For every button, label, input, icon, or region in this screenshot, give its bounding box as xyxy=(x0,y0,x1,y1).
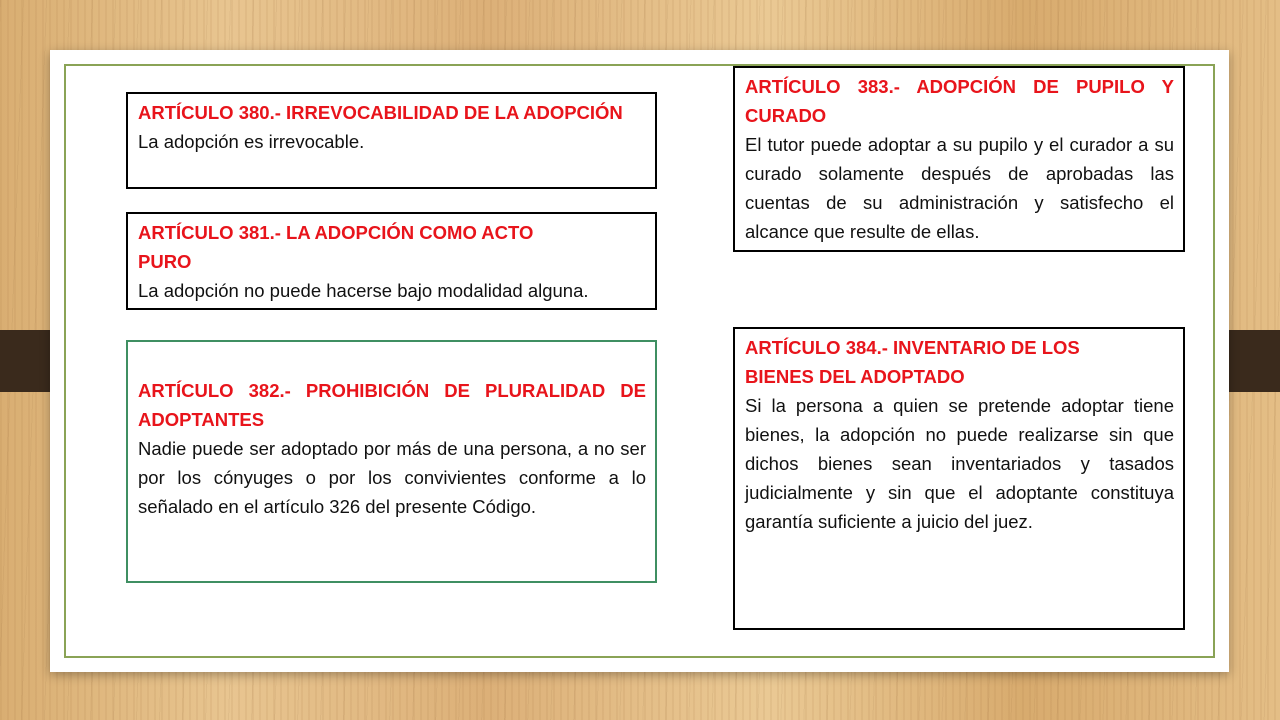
article-381-heading: ARTÍCULO 381.- LA ADOPCIÓN COMO ACTO PURO xyxy=(138,222,534,272)
article-383-heading: ARTÍCULO 383.- ADOPCIÓN DE PUPILO Y CURADO xyxy=(745,76,1174,126)
article-380-heading: ARTÍCULO 380.- IRREVOCABILIDAD DE LA ADOPCIÓN xyxy=(138,102,623,123)
article-382-body: Nadie puede ser adoptado por más de una persona, a no ser por los cónyuges o por los convivientes conforme a lo señalado en el artículo 326 del presente Código. xyxy=(138,438,646,517)
article-384-body: Si la persona a quien se pretende adoptar tiene bienes, la adopción no puede realizarse sin que dichos bienes sean inventariados y tasados judicialmente y sin que el adoptante constituya garantía suficiente a juicio del juez. xyxy=(745,395,1174,532)
article-380-body: La adopción es irrevocable. xyxy=(138,131,365,152)
article-381-body: La adopción no puede hacerse bajo modalidad alguna. xyxy=(138,280,589,301)
article-381-box xyxy=(126,212,657,310)
article-384-box xyxy=(733,327,1185,630)
article-383-body: El tutor puede adoptar a su pupilo y el curador a su curado solamente después de aprobadas las cuentas de su administración y satisfecho el alcance que resulte de ellas. xyxy=(745,134,1174,242)
article-383-box xyxy=(733,66,1185,252)
article-382-box xyxy=(126,340,657,583)
slide-paper xyxy=(50,50,1229,672)
article-384-heading: ARTÍCULO 384.- INVENTARIO DE LOS BIENES DEL ADOPTADO xyxy=(745,337,1080,387)
article-382-heading: ARTÍCULO 382.- PROHIBICIÓN DE PLURALIDAD DE ADOPTANTES xyxy=(138,380,646,430)
article-380-box xyxy=(126,92,657,189)
